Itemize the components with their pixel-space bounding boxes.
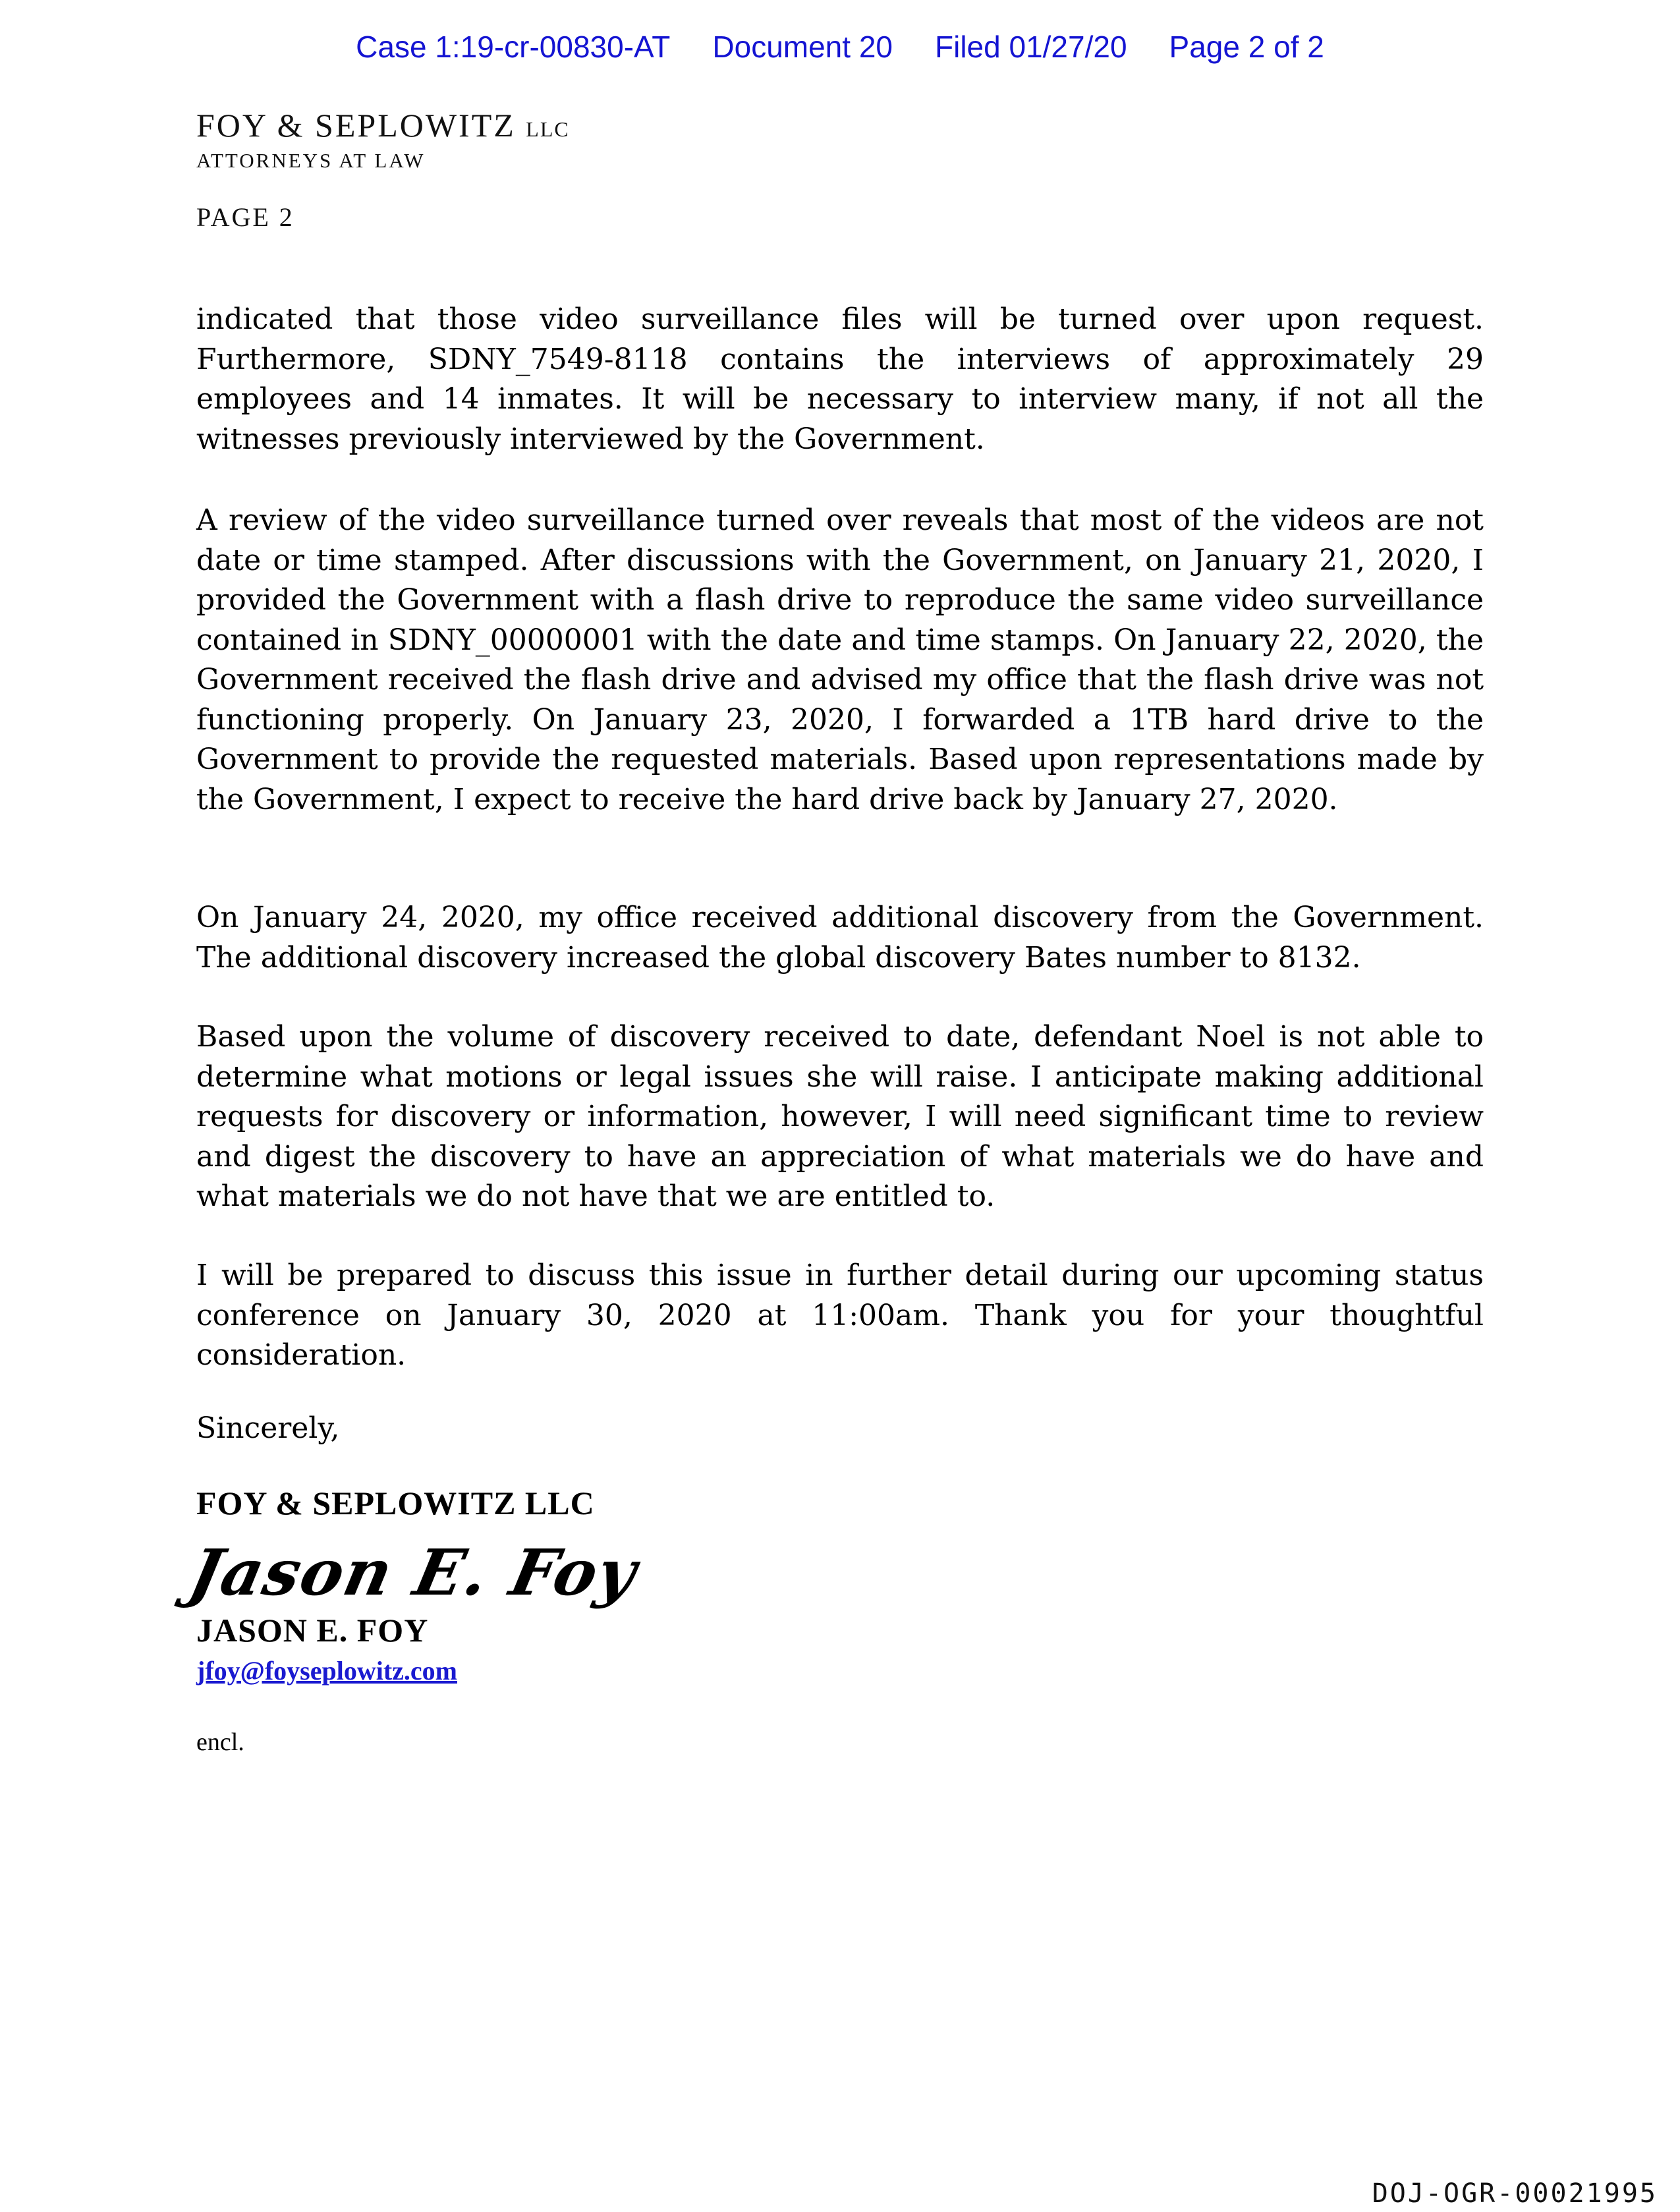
signer-name: JASON E. FOY [196, 1612, 429, 1649]
ecf-filing-header [0, 29, 1680, 65]
email-link[interactable]: jfoy@foyseplowitz.com [196, 1656, 457, 1686]
filed-date: Filed 01/27/20 [935, 30, 1127, 64]
document-number: Document 20 [712, 30, 893, 64]
body-paragraph: Based upon the volume of discovery received to date, defendant Noel is not able to determine what motions or legal issues she will raise. I anticipate making additional requests for discovery or information, however, I will need significant time to review and digest the discovery to have an appreciation of what materials we do have and what materials we do not have that we are entitled to. [196, 1020, 1484, 1213]
bates-number: DOJ-OGR-00021995 [1372, 2178, 1658, 2209]
signature-firm: FOY & SEPLOWITZ LLC [196, 1485, 595, 1521]
enclosure-note: encl. [196, 1728, 244, 1756]
letterhead [196, 105, 570, 173]
firm-subtitle: ATTORNEYS AT LAW [196, 149, 426, 172]
closing: Sincerely, [196, 1411, 340, 1445]
body-paragraph: I will be prepared to discuss this issue in further detail during our upcoming status conference on January 30, 2020 at 11:00am. Thank you for your thoughtful consideration. [196, 1259, 1484, 1372]
body-paragraph: indicated that those video surveillance files will be turned over upon request. Furthermore, SDNY_7549-8118 contains the interviews of approximately 29 employees and 14 inmates. It will be necessary to interview many, if not all the witnesses previously interviewed by the Government. [196, 302, 1484, 456]
body-paragraph: On January 24, 2020, my office received additional discovery from the Government. The additional discovery increased the global discovery Bates number to 8132. [196, 901, 1484, 975]
firm-suffix: LLC [526, 117, 570, 141]
handwritten-signature: Jason E. Foy [182, 1535, 644, 1610]
firm-name [196, 105, 570, 149]
firm-name-text: FOY & SEPLOWITZ [196, 107, 516, 144]
body-paragraph: A review of the video surveillance turned over reveals that most of the videos are not date or time stamped. After discussions with the Government, on January 21, 2020, I provided the Government with a flash drive to reproduce the same video surveillance contained in SDNY_00000001 with the date and time stamps. On January 22, 2020, the Government received the flash drive and advised my office that the flash drive was not functioning properly. On January 23, 2020, I forwarded a 1TB hard drive to the Government to provide the requested materials. Based upon representations made by the Government, I expect to receive the hard drive back by January 27, 2020. [196, 503, 1484, 816]
page-label: PAGE 2 [196, 202, 294, 232]
page-count: Page 2 of 2 [1169, 30, 1324, 64]
case-number: Case 1:19-cr-00830-AT [356, 30, 671, 64]
